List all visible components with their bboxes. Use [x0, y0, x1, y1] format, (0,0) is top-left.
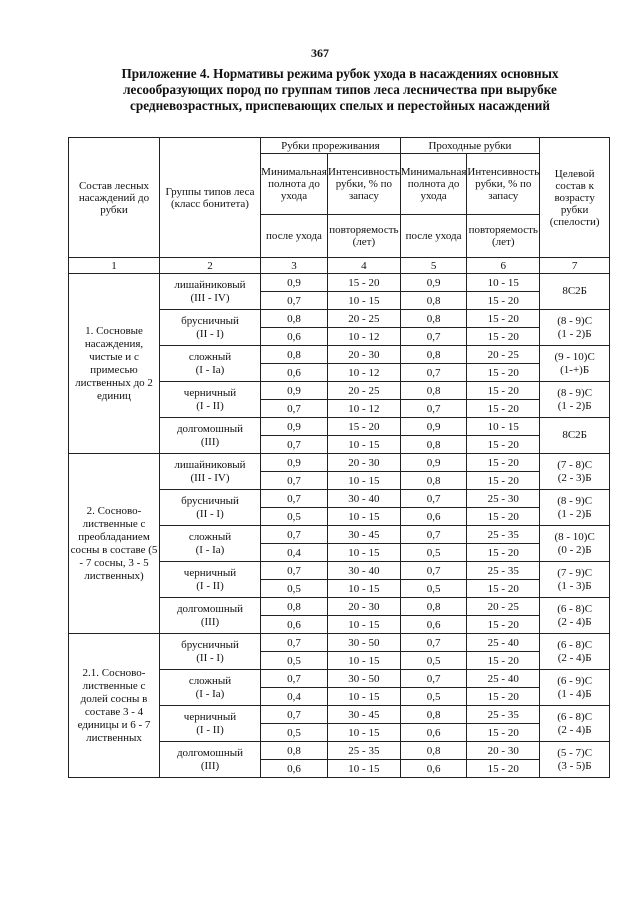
bonitet-class: (II - I): [196, 507, 224, 520]
value-cell: 0,8: [400, 472, 467, 490]
value-cell: 10 - 15: [467, 274, 540, 292]
value-cell: 0,5: [261, 652, 328, 670]
document-title: Приложение 4. Нормативы режима рубок ухода в насаждениях основных лесообразующих пород по группам типов леса лесничества при вырубке средневозрастных, приспевающих спелых и перестойных насаждений: [121, 66, 559, 113]
value-cell: 0,5: [400, 580, 467, 598]
value-cell: 0,5: [400, 652, 467, 670]
target-composition-line: (1 - 2)Б: [557, 327, 592, 340]
target-composition-cell: [540, 382, 610, 418]
value-cell: 0,9: [261, 418, 328, 436]
value-cell: 0,8: [400, 346, 467, 364]
bonitet-class: (I - II): [196, 399, 224, 412]
target-composition-line: (8 - 9)С: [557, 494, 593, 507]
value-cell: 30 - 40: [328, 490, 401, 508]
header-composition: Состав лесных насаждений до рубки: [69, 138, 160, 258]
bonitet-class: (III - IV): [190, 471, 230, 484]
target-composition-line: (8 - 9)С: [557, 386, 593, 399]
target-composition-cell: [540, 526, 610, 562]
value-cell: 0,7: [400, 400, 467, 418]
value-cell: 15 - 20: [467, 544, 540, 562]
value-cell: 0,7: [400, 490, 467, 508]
value-cell: 0,5: [400, 688, 467, 706]
value-cell: 0,9: [400, 454, 467, 472]
value-cell: 20 - 30: [328, 598, 401, 616]
value-cell: 15 - 20: [467, 760, 540, 778]
forest-type-cell: [160, 706, 261, 742]
column-number: 6: [467, 258, 540, 274]
header-min-density-thinning: Минимальная полнота до ухода: [261, 154, 328, 215]
forest-type-name: сложный: [188, 674, 232, 687]
target-composition-line: (8 - 10)С: [554, 530, 595, 543]
target-composition-cell: [540, 310, 610, 346]
target-composition-line: (2 - 4)Б: [557, 723, 592, 736]
value-cell: 15 - 20: [467, 400, 540, 418]
value-cell: 0,7: [400, 562, 467, 580]
value-cell: 15 - 20: [467, 292, 540, 310]
value-cell: 15 - 20: [467, 652, 540, 670]
value-cell: 10 - 12: [328, 400, 401, 418]
value-cell: 10 - 15: [328, 472, 401, 490]
target-composition-cell: [540, 490, 610, 526]
target-composition-line: (7 - 8)С: [557, 458, 593, 471]
value-cell: 0,5: [400, 544, 467, 562]
value-cell: 0,7: [261, 526, 328, 544]
header-passage: Проходные рубки: [400, 138, 539, 154]
value-cell: 0,6: [400, 724, 467, 742]
target-composition-line: (6 - 8)С: [557, 638, 593, 651]
value-cell: 0,5: [261, 724, 328, 742]
header-target: Целевой состав к возрасту рубки (спелости): [540, 138, 610, 258]
target-composition-line: (2 - 4)Б: [557, 615, 592, 628]
value-cell: 0,7: [261, 490, 328, 508]
value-cell: 15 - 20: [328, 274, 401, 292]
value-cell: 20 - 25: [467, 598, 540, 616]
value-cell: 0,5: [261, 508, 328, 526]
target-composition-line: (7 - 9)С: [557, 566, 593, 579]
value-cell: 25 - 40: [467, 634, 540, 652]
forest-type-cell: [160, 742, 261, 778]
forest-type-cell: [160, 526, 261, 562]
value-cell: 15 - 20: [467, 508, 540, 526]
value-cell: 10 - 15: [328, 688, 401, 706]
forest-type-cell: [160, 670, 261, 706]
forest-type-name: лишайниковый: [174, 458, 246, 471]
target-composition-cell: [540, 346, 610, 382]
value-cell: 0,7: [261, 292, 328, 310]
value-cell: 0,7: [261, 472, 328, 490]
column-number: 1: [69, 258, 160, 274]
value-cell: 15 - 20: [467, 436, 540, 454]
target-composition-line: (3 - 5)Б: [557, 759, 592, 772]
value-cell: 30 - 50: [328, 634, 401, 652]
value-cell: 30 - 50: [328, 670, 401, 688]
value-cell: 15 - 20: [467, 328, 540, 346]
page-number: 367: [311, 46, 329, 60]
bonitet-class: (I - II): [196, 579, 224, 592]
forest-type-name: черничный: [183, 566, 237, 579]
bonitet-class: (I - Ia): [195, 543, 225, 556]
forest-type-name: долгомошный: [176, 746, 244, 759]
value-cell: 15 - 20: [467, 382, 540, 400]
target-composition-line: (2 - 4)Б: [557, 651, 592, 664]
bonitet-class: (III): [200, 435, 220, 448]
forest-type-cell: [160, 346, 261, 382]
value-cell: 0,7: [261, 634, 328, 652]
bonitet-class: (III - IV): [190, 291, 230, 304]
target-composition-line: (5 - 7)С: [557, 746, 593, 759]
value-cell: 0,7: [400, 364, 467, 382]
table-row: [69, 634, 610, 652]
target-composition-cell: [540, 742, 610, 778]
value-cell: 30 - 45: [328, 526, 401, 544]
target-composition-line: (1 - 3)Б: [557, 579, 592, 592]
value-cell: 0,8: [261, 598, 328, 616]
value-cell: 0,7: [400, 328, 467, 346]
value-cell: 25 - 30: [467, 490, 540, 508]
column-number: 2: [160, 258, 261, 274]
forest-type-name: сложный: [188, 350, 232, 363]
column-number: 3: [261, 258, 328, 274]
forest-type-name: черничный: [183, 386, 237, 399]
value-cell: 0,4: [261, 688, 328, 706]
value-cell: 0,9: [261, 382, 328, 400]
target-composition-cell: [540, 454, 610, 490]
target-composition-line: (1 - 4)Б: [557, 687, 592, 700]
value-cell: 0,8: [261, 346, 328, 364]
target-composition-line: (1 - 2)Б: [557, 399, 592, 412]
value-cell: 0,9: [400, 274, 467, 292]
forest-type-name: брусничный: [181, 494, 239, 507]
value-cell: 25 - 35: [328, 742, 401, 760]
value-cell: 10 - 15: [328, 544, 401, 562]
target-composition-line: (6 - 9)С: [557, 674, 593, 687]
target-composition-line: (2 - 3)Б: [557, 471, 592, 484]
header-intensity-thinning: Интенсивность рубки, % по запасу: [328, 154, 401, 215]
forest-type-cell: [160, 454, 261, 490]
value-cell: 0,7: [261, 400, 328, 418]
value-cell: 25 - 35: [467, 526, 540, 544]
value-cell: 30 - 45: [328, 706, 401, 724]
value-cell: 0,7: [400, 526, 467, 544]
value-cell: 10 - 15: [328, 760, 401, 778]
header-after-passage: после ухода: [400, 215, 467, 258]
target-composition-line: (6 - 8)С: [557, 710, 593, 723]
value-cell: 10 - 15: [467, 418, 540, 436]
value-cell: 0,6: [261, 364, 328, 382]
target-composition-cell: [540, 634, 610, 670]
column-number: 7: [540, 258, 610, 274]
value-cell: 0,6: [261, 616, 328, 634]
column-number: 4: [328, 258, 401, 274]
value-cell: 0,8: [261, 742, 328, 760]
bonitet-class: (I - II): [196, 723, 224, 736]
value-cell: 15 - 20: [467, 616, 540, 634]
column-number: 5: [400, 258, 467, 274]
value-cell: 0,7: [261, 436, 328, 454]
value-cell: 30 - 40: [328, 562, 401, 580]
forest-type-cell: [160, 598, 261, 634]
value-cell: 0,5: [261, 580, 328, 598]
value-cell: 15 - 20: [467, 364, 540, 382]
target-composition-cell: [540, 670, 610, 706]
value-cell: 10 - 15: [328, 436, 401, 454]
bonitet-class: (III): [200, 759, 220, 772]
forest-type-cell: [160, 418, 261, 454]
target-composition-cell: [540, 418, 610, 454]
value-cell: 0,7: [261, 670, 328, 688]
forest-type-cell: [160, 562, 261, 598]
value-cell: 15 - 20: [467, 580, 540, 598]
value-cell: 25 - 35: [467, 562, 540, 580]
value-cell: 0,4: [261, 544, 328, 562]
value-cell: 0,7: [400, 670, 467, 688]
header-repeat-passage: повторяемость (лет): [467, 215, 540, 258]
target-composition-cell: [540, 274, 610, 310]
section-label: 2.1. Сосново-лиственные с долей сосны в составе 3 - 4 единицы и 6 - 7 лиственных: [69, 634, 160, 778]
value-cell: 20 - 25: [467, 346, 540, 364]
target-composition-line: (6 - 8)С: [557, 602, 593, 615]
target-composition-line: (9 - 10)С: [554, 350, 595, 363]
table-row: [69, 274, 610, 292]
target-composition-cell: [540, 562, 610, 598]
target-composition-line: (8 - 9)С: [557, 314, 593, 327]
target-composition-cell: [540, 598, 610, 634]
value-cell: 15 - 20: [328, 418, 401, 436]
forest-type-name: брусничный: [181, 314, 239, 327]
value-cell: 0,6: [261, 760, 328, 778]
value-cell: 0,9: [261, 454, 328, 472]
target-composition-cell: [540, 706, 610, 742]
target-composition-line: (1-+)Б: [560, 363, 590, 376]
value-cell: 10 - 15: [328, 508, 401, 526]
value-cell: 15 - 20: [467, 454, 540, 472]
forest-type-name: черничный: [183, 710, 237, 723]
value-cell: 20 - 30: [328, 346, 401, 364]
header-forest-type: Группы типов леса (класс бонитета): [160, 138, 261, 258]
value-cell: 10 - 15: [328, 652, 401, 670]
header-repeat-thinning: повторяемость (лет): [328, 215, 401, 258]
value-cell: 0,8: [400, 310, 467, 328]
value-cell: 0,8: [400, 436, 467, 454]
header-intensity-passage: Интенсивность рубки, % по запасу: [467, 154, 540, 215]
bonitet-class: (I - Ia): [195, 687, 225, 700]
value-cell: 20 - 25: [328, 382, 401, 400]
value-cell: 0,7: [400, 634, 467, 652]
value-cell: 0,6: [400, 760, 467, 778]
value-cell: 15 - 20: [467, 724, 540, 742]
value-cell: 15 - 20: [467, 310, 540, 328]
forest-type-name: брусничный: [181, 638, 239, 651]
forest-type-name: долгомошный: [176, 602, 244, 615]
value-cell: 10 - 15: [328, 616, 401, 634]
value-cell: 0,9: [400, 418, 467, 436]
value-cell: 20 - 30: [467, 742, 540, 760]
norms-table: [68, 137, 610, 778]
value-cell: 0,7: [261, 562, 328, 580]
value-cell: 10 - 15: [328, 580, 401, 598]
value-cell: 10 - 15: [328, 292, 401, 310]
value-cell: 0,6: [400, 508, 467, 526]
value-cell: 10 - 12: [328, 364, 401, 382]
value-cell: 10 - 15: [328, 724, 401, 742]
table-row: [69, 454, 610, 472]
forest-type-cell: [160, 274, 261, 310]
value-cell: 0,7: [261, 706, 328, 724]
value-cell: 15 - 20: [467, 472, 540, 490]
target-composition-line: 8С2Б: [562, 285, 587, 297]
forest-type-cell: [160, 634, 261, 670]
value-cell: 0,9: [261, 274, 328, 292]
value-cell: 0,8: [400, 706, 467, 724]
target-composition-line: (1 - 2)Б: [557, 507, 592, 520]
forest-type-cell: [160, 490, 261, 526]
bonitet-class: (II - I): [196, 327, 224, 340]
value-cell: 25 - 40: [467, 670, 540, 688]
header-min-density-passage: Минимальная полнота до ухода: [400, 154, 467, 215]
bonitet-class: (III): [200, 615, 220, 628]
value-cell: 0,6: [400, 616, 467, 634]
section-label: 2. Сосново-лиственные с преобладанием сосны в составе (5 - 7 сосны, 3 - 5 лиственных): [69, 454, 160, 634]
bonitet-class: (II - I): [196, 651, 224, 664]
forest-type-cell: [160, 310, 261, 346]
value-cell: 0,8: [261, 310, 328, 328]
value-cell: 15 - 20: [467, 688, 540, 706]
target-composition-line: (0 - 2)Б: [557, 543, 592, 556]
header-after-thinning: после ухода: [261, 215, 328, 258]
forest-type-cell: [160, 382, 261, 418]
value-cell: 0,8: [400, 742, 467, 760]
header-thinning: Рубки прореживания: [261, 138, 401, 154]
value-cell: 0,8: [400, 292, 467, 310]
value-cell: 25 - 35: [467, 706, 540, 724]
value-cell: 0,8: [400, 382, 467, 400]
value-cell: 20 - 25: [328, 310, 401, 328]
value-cell: 0,6: [261, 328, 328, 346]
bonitet-class: (I - Ia): [195, 363, 225, 376]
value-cell: 20 - 30: [328, 454, 401, 472]
value-cell: 0,8: [400, 598, 467, 616]
value-cell: 10 - 12: [328, 328, 401, 346]
section-label: 1. Сосновые насаждения, чистые и с примесью лиственных до 2 единиц: [69, 274, 160, 454]
forest-type-name: долгомошный: [176, 422, 244, 435]
forest-type-name: лишайниковый: [174, 278, 246, 291]
forest-type-name: сложный: [188, 530, 232, 543]
target-composition-line: 8С2Б: [562, 429, 587, 441]
